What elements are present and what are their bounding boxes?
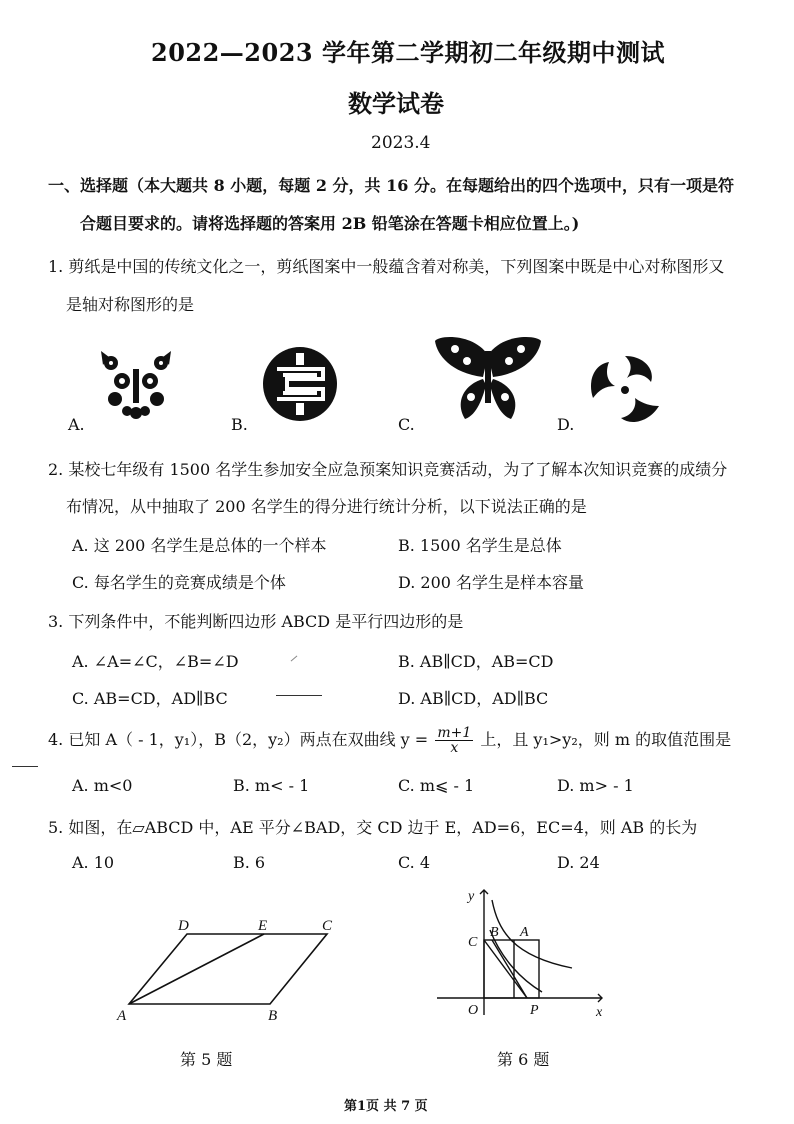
figure5-label-a: A bbox=[117, 1008, 127, 1022]
q4-option-c: C. m⩽ - 1 bbox=[398, 776, 475, 795]
section1-line2: 合题目要求的。请将选择题的答案用 2B 铅笔涂在答题卡相应位置上。) bbox=[80, 214, 580, 233]
q5-stem: 5. 如图，在▱ABCD 中，AE 平分∠BAD，交 CD 边于 E，AD=6，EC=4，则 AB 的长为 bbox=[48, 818, 698, 837]
q1-label-c: C. bbox=[398, 415, 415, 434]
q3-option-a: A. ∠A=∠C，∠B=∠D bbox=[72, 652, 239, 671]
papercut-d-swirl-icon bbox=[587, 352, 663, 428]
hyperbola-fraction bbox=[435, 726, 473, 755]
q2-option-b: B. 1500 名学生是总体 bbox=[398, 536, 562, 555]
q1-label-a: A. bbox=[68, 415, 85, 434]
figure5-label-c: C bbox=[322, 918, 333, 934]
figure6-label-o: O bbox=[468, 1003, 479, 1018]
exam-title: 2022—2023 学年第二学期初二年级期中测试 bbox=[151, 38, 665, 67]
figure6-label-c: C bbox=[468, 935, 478, 950]
q1-label-d: D. bbox=[557, 415, 575, 434]
figure5-label-e: E bbox=[258, 918, 268, 934]
exam-date: 2023.4 bbox=[371, 133, 431, 153]
q1-line2: 是轴对称图形的是 bbox=[66, 295, 195, 314]
papercut-c-butterfly-icon bbox=[433, 333, 543, 425]
q5-option-b: B. 6 bbox=[233, 853, 266, 872]
figure5-label-b: B bbox=[268, 1008, 278, 1022]
q5-option-c: C. 4 bbox=[398, 853, 431, 872]
q1-label-b: B. bbox=[231, 415, 248, 434]
figure6-label-a: A bbox=[520, 925, 529, 940]
q3-option-c: C. AB=CD，AD∥BC bbox=[72, 689, 228, 708]
figure6-hyperbola bbox=[432, 880, 612, 1020]
section1-line1: 一、选择题（本大题共 8 小题，每题 2 分，共 16 分。在每题给出的四个选项中，只有一项是符 bbox=[48, 176, 734, 195]
q4-option-d: D. m> - 1 bbox=[557, 776, 634, 795]
q5-option-d: D. 24 bbox=[557, 853, 600, 872]
figure6-label-b: B bbox=[490, 925, 499, 940]
exam-subtitle: 数学试卷 bbox=[348, 89, 444, 118]
q4-option-b: B. m< - 1 bbox=[233, 776, 310, 795]
q2-option-d: D. 200 名学生是样本容量 bbox=[398, 573, 585, 592]
q2-line1: 2. 某校七年级有 1500 名学生参加安全应急预案知识竞赛活动，为了了解本次知识竞赛的成绩分 bbox=[48, 460, 728, 479]
q3-option-d: D. AB∥CD，AD∥BC bbox=[398, 689, 549, 708]
q3-option-b: B. AB∥CD，AB=CD bbox=[398, 652, 554, 671]
figure6-label-p: P bbox=[530, 1003, 539, 1018]
fraction-numerator: m+1 bbox=[437, 725, 472, 741]
figure5-label-d: D bbox=[178, 918, 189, 934]
papercut-a-icon bbox=[97, 343, 175, 423]
figure5-parallelogram bbox=[112, 912, 352, 1022]
scan-mark bbox=[276, 695, 322, 696]
papercut-b-icon bbox=[261, 345, 339, 423]
margin-mark bbox=[12, 766, 38, 767]
q5-option-a: A. 10 bbox=[72, 853, 115, 872]
q2-line2: 布情况，从中抽取了 200 名学生的得分进行统计分析，以下说法正确的是 bbox=[66, 497, 587, 516]
figure6-label-x: x bbox=[596, 1005, 603, 1020]
q2-option-c: C. 每名学生的竞赛成绩是个体 bbox=[72, 573, 286, 592]
scan-mark bbox=[291, 656, 298, 662]
q4-option-a: A. m<0 bbox=[72, 776, 133, 795]
q4-stem bbox=[48, 726, 731, 755]
q1-line1: 1. 剪纸是中国的传统文化之一，剪纸图案中一般蕴含着对称美，下列图案中既是中心对称图形又 bbox=[48, 257, 725, 276]
q3-stem: 3. 下列条件中，不能判断四边形 ABCD 是平行四边形的是 bbox=[48, 612, 464, 631]
figure6-caption: 第 6 题 bbox=[497, 1050, 550, 1069]
q4-stem-end: 上，且 y₁>y₂，则 m 的取值范围是 bbox=[480, 730, 732, 749]
fraction-denominator: x bbox=[450, 740, 459, 756]
page-footer: 第1页 共 7 页 bbox=[344, 1099, 428, 1114]
figure6-label-y: y bbox=[468, 889, 475, 904]
figure5-caption: 第 5 题 bbox=[180, 1050, 233, 1069]
q4-stem-start: 4. 已知 A（ - 1，y₁），B（2，y₂）两点在双曲线 y = bbox=[48, 730, 429, 749]
q2-option-a: A. 这 200 名学生是总体的一个样本 bbox=[72, 536, 327, 555]
